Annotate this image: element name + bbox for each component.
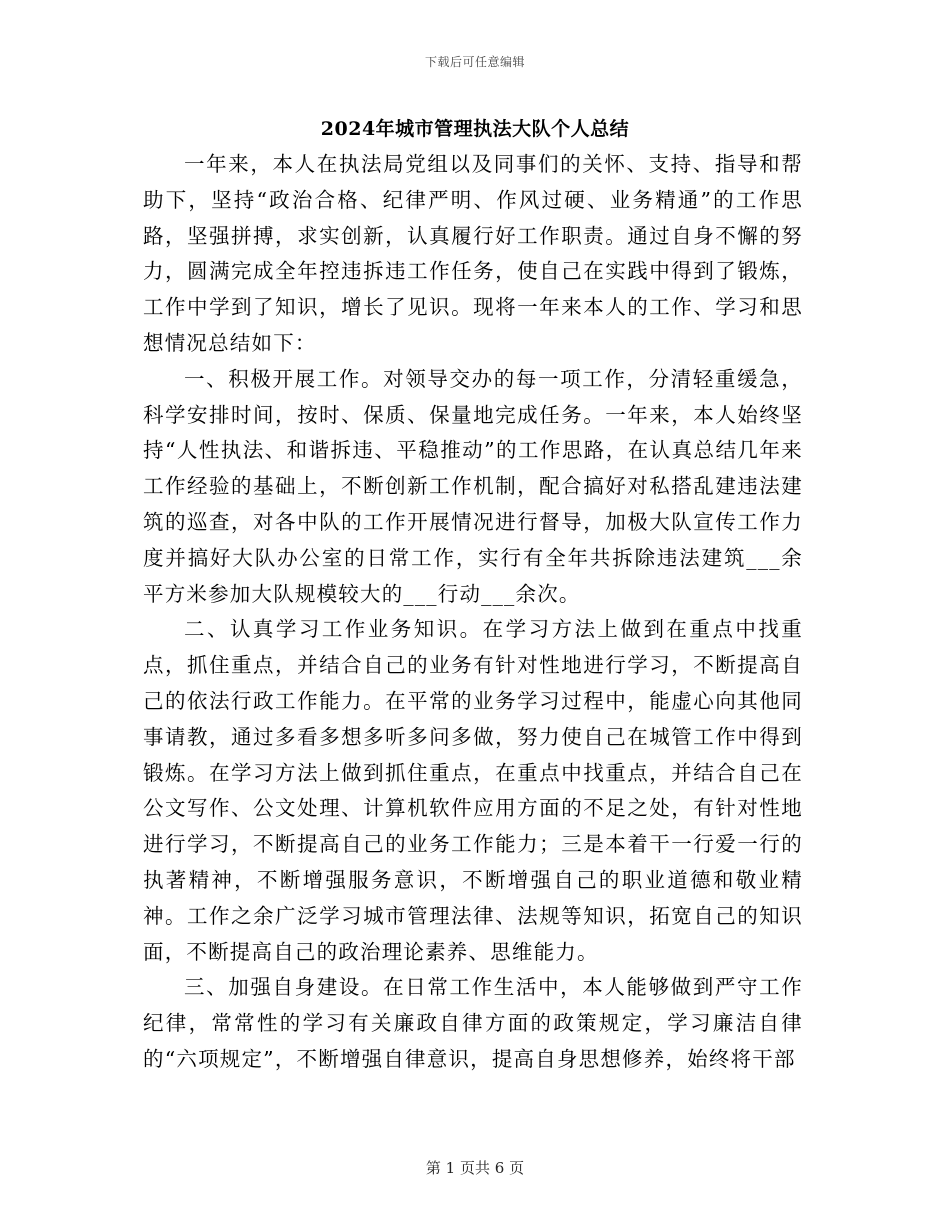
document-body xyxy=(143,147,803,1078)
paragraph-section-3: 三、加强自身建设。在日常工作生活中，本人能够做到严守工作纪律，常常性的学习有关廉政自律方面的政策规定，学习廉洁自律的“六项规定”，不断增强自律意识，提高自身思想修养，始终将干部 xyxy=(143,975,803,1071)
paragraph-section-1: 一、积极开展工作。对领导交办的每一项工作，分清轻重缓急，科学安排时间，按时、保质、保量地完成任务。一年来，本人始终坚持“人性执法、和谐拆违、平稳推动”的工作思路，在认真总结几年来工作经验的基础上，不断创新工作机制，配合搞好对私搭乱建违法建筑的巡查，对各中队的工作开展情况进行督导，加极大队宣传工作力度并搞好大队办公室的日常工作，实行有全年共拆除违法建筑___余平方米参加大队规模较大的___行动___余次。 xyxy=(143,366,803,606)
page-indicator: 第 1 页共 6 页 xyxy=(425,1159,525,1177)
paragraph-section-2: 二、认真学习工作业务知识。在学习方法上做到在重点中找重点，抓住重点，并结合自己的业务有针对性地进行学习，不断提高自己的依法行政工作能力。在平常的业务学习过程中，能虚心向其他同事请教，通过多看多想多听多问多做，努力使自己在城管工作中得到锻炼。在学习方法上做到抓住重点，在重点中找重点，并结合自己在公文写作、公文处理、计算机软件应用方面的不足之处，有针对性地进行学习，不断提高自己的业务工作能力；三是本着干一行爱一行的执著精神，不断增强服务意识，不断增强自己的职业道德和敬业精神。工作之余广泛学习城市管理法律、法规等知识，拓宽自己的知识面，不断提高自己的政治理论素养、思维能力。 xyxy=(143,617,803,964)
paragraph-intro: 一年来，本人在执法局党组以及同事们的关怀、支持、指导和帮助下，坚持“政治合格、纪律严明、作风过硬、业务精通”的工作思路，坚强拼搏，求实创新，认真履行好工作职责。通过自身不懈的努力，圆满完成全年控违拆违工作任务，使自己在实践中得到了锻炼，工作中学到了知识，增长了见识。现将一年来本人的工作、学习和思想情况总结如下： xyxy=(143,152,803,355)
document-title: 2024年城市管理执法大队个人总结 xyxy=(320,118,630,140)
header-note: 下载后可任意编辑 xyxy=(424,55,525,69)
